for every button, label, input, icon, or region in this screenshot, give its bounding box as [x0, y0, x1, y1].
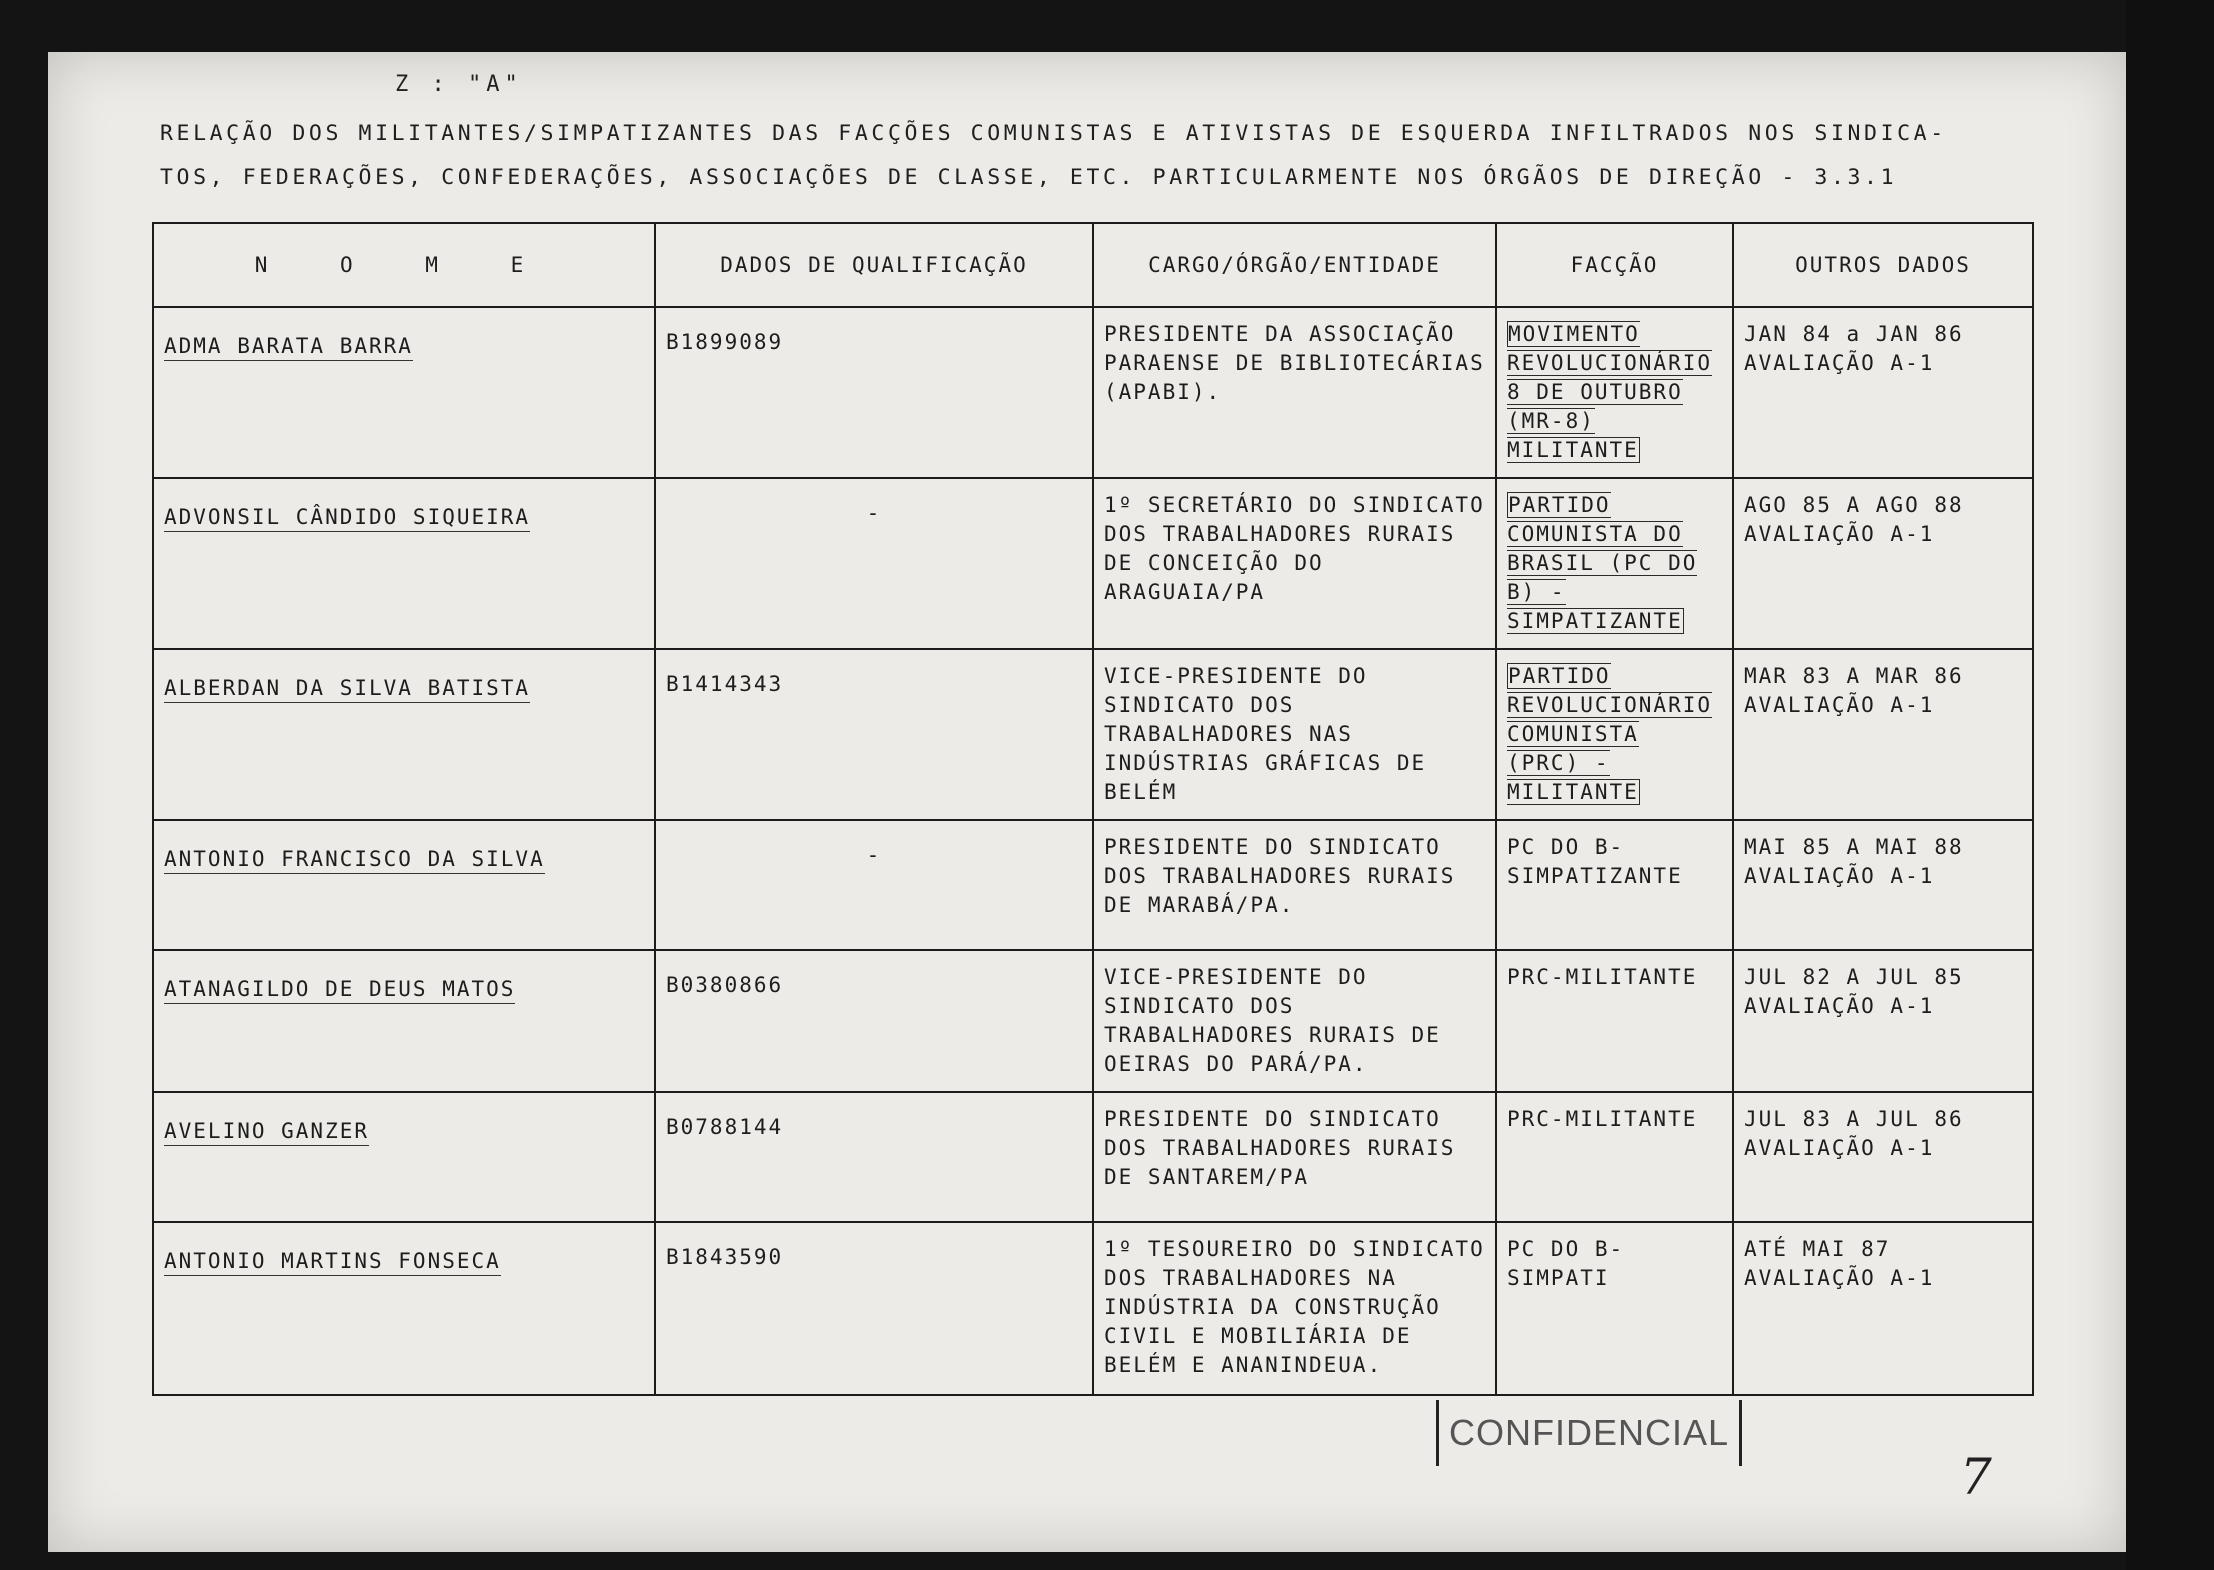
- header-outros: OUTROS DADOS: [1733, 223, 2033, 307]
- cell-outros: JUL 83 A JUL 86 AVALIAÇÃO A-1: [1733, 1092, 2033, 1222]
- cell-faccao: PC DO B-SIMPATIZANTE: [1496, 820, 1733, 950]
- document-title: [160, 112, 2060, 200]
- scan-border: [2126, 0, 2214, 1570]
- cell-faccao: PRC-MILITANTE: [1496, 950, 1733, 1092]
- cell-dados: B1414343: [655, 649, 1093, 820]
- document-code: Z : "A": [395, 72, 523, 97]
- cell-cargo: PRESIDENTE DO SINDICATO DOS TRABALHADORES RURAIS DE SANTAREM/PA: [1093, 1092, 1496, 1222]
- cell-dados: B0788144: [655, 1092, 1093, 1222]
- table-row: [153, 649, 2033, 820]
- cell-nome: ADVONSIL CÂNDIDO SIQUEIRA: [153, 478, 655, 649]
- table-header-row: [153, 223, 2033, 307]
- cell-nome: ADMA BARATA BARRA: [153, 307, 655, 478]
- cell-dados: -: [655, 820, 1093, 950]
- table-row: [153, 820, 2033, 950]
- title-line-2: TOS, FEDERAÇÕES, CONFEDERAÇÕES, ASSOCIAÇÕES DE CLASSE, ETC. PARTICULARMENTE NOS ÓRGÃOS DE DIREÇÃO - 3.3.1: [160, 165, 1898, 190]
- header-faccao: FACÇÃO: [1496, 223, 1733, 307]
- cell-dados: B1843590: [655, 1222, 1093, 1395]
- cell-outros: MAI 85 A MAI 88 AVALIAÇÃO A-1: [1733, 820, 2033, 950]
- cell-nome: AVELINO GANZER: [153, 1092, 655, 1222]
- militants-table: [152, 222, 2034, 1396]
- cell-dados: B0380866: [655, 950, 1093, 1092]
- cell-cargo: PRESIDENTE DO SINDICATO DOS TRABALHADORES RURAIS DE MARABÁ/PA.: [1093, 820, 1496, 950]
- cell-outros: ATÉ MAI 87 AVALIAÇÃO A-1: [1733, 1222, 2033, 1395]
- cell-dados: B1899089: [655, 307, 1093, 478]
- cell-cargo: 1º TESOUREIRO DO SINDICATO DOS TRABALHADORES NA INDÚSTRIA DA CONSTRUÇÃO CIVIL E MOBILIÁRIA DE BELÉM E ANANINDEUA.: [1093, 1222, 1496, 1395]
- cell-nome: ALBERDAN DA SILVA BATISTA: [153, 649, 655, 820]
- cell-faccao: PARTIDO COMUNISTA DO BRASIL (PC DO B) - SIMPATIZANTE: [1496, 478, 1733, 649]
- page-number: 7: [1960, 1448, 1992, 1506]
- cell-outros: JAN 84 a JAN 86 AVALIAÇÃO A-1: [1733, 307, 2033, 478]
- cell-nome: ANTONIO FRANCISCO DA SILVA: [153, 820, 655, 950]
- table-row: [153, 307, 2033, 478]
- title-line-1: RELAÇÃO DOS MILITANTES/SIMPATIZANTES DAS FACÇÕES COMUNISTAS E ATIVISTAS DE ESQUERDA INFILTRADOS NOS SINDICA-: [160, 121, 1947, 146]
- cell-faccao: PARTIDO REVOLUCIONÁRIO COMUNISTA (PRC) - MILITANTE: [1496, 649, 1733, 820]
- header-nome: N O M E: [153, 223, 655, 307]
- table-row: [153, 950, 2033, 1092]
- cell-outros: AGO 85 A AGO 88 AVALIAÇÃO A-1: [1733, 478, 2033, 649]
- cell-cargo: VICE-PRESIDENTE DO SINDICATO DOS TRABALHADORES NAS INDÚSTRIAS GRÁFICAS DE BELÉM: [1093, 649, 1496, 820]
- cell-cargo: PRESIDENTE DA ASSOCIAÇÃO PARAENSE DE BIBLIOTECÁRIAS (APABI).: [1093, 307, 1496, 478]
- cell-nome: ANTONIO MARTINS FONSECA: [153, 1222, 655, 1395]
- cell-faccao: PRC-MILITANTE: [1496, 1092, 1733, 1222]
- table-row: [153, 1222, 2033, 1395]
- cell-cargo: VICE-PRESIDENTE DO SINDICATO DOS TRABALHADORES RURAIS DE OEIRAS DO PARÁ/PA.: [1093, 950, 1496, 1092]
- table-row: [153, 478, 2033, 649]
- cell-faccao: PC DO B-SIMPATI: [1496, 1222, 1733, 1395]
- cell-faccao: MOVIMENTO REVOLUCIONÁRIO 8 DE OUTUBRO (MR-8) MILITANTE: [1496, 307, 1733, 478]
- header-cargo: CARGO/ÓRGÃO/ENTIDADE: [1093, 223, 1496, 307]
- cell-cargo: 1º SECRETÁRIO DO SINDICATO DOS TRABALHADORES RURAIS DE CONCEIÇÃO DO ARAGUAIA/PA: [1093, 478, 1496, 649]
- confidential-stamp: CONFIDENCIAL: [1436, 1400, 1742, 1466]
- table-row: [153, 1092, 2033, 1222]
- cell-outros: MAR 83 A MAR 86 AVALIAÇÃO A-1: [1733, 649, 2033, 820]
- header-dados: DADOS DE QUALIFICAÇÃO: [655, 223, 1093, 307]
- cell-outros: JUL 82 A JUL 85 AVALIAÇÃO A-1: [1733, 950, 2033, 1092]
- cell-dados: -: [655, 478, 1093, 649]
- cell-nome: ATANAGILDO DE DEUS MATOS: [153, 950, 655, 1092]
